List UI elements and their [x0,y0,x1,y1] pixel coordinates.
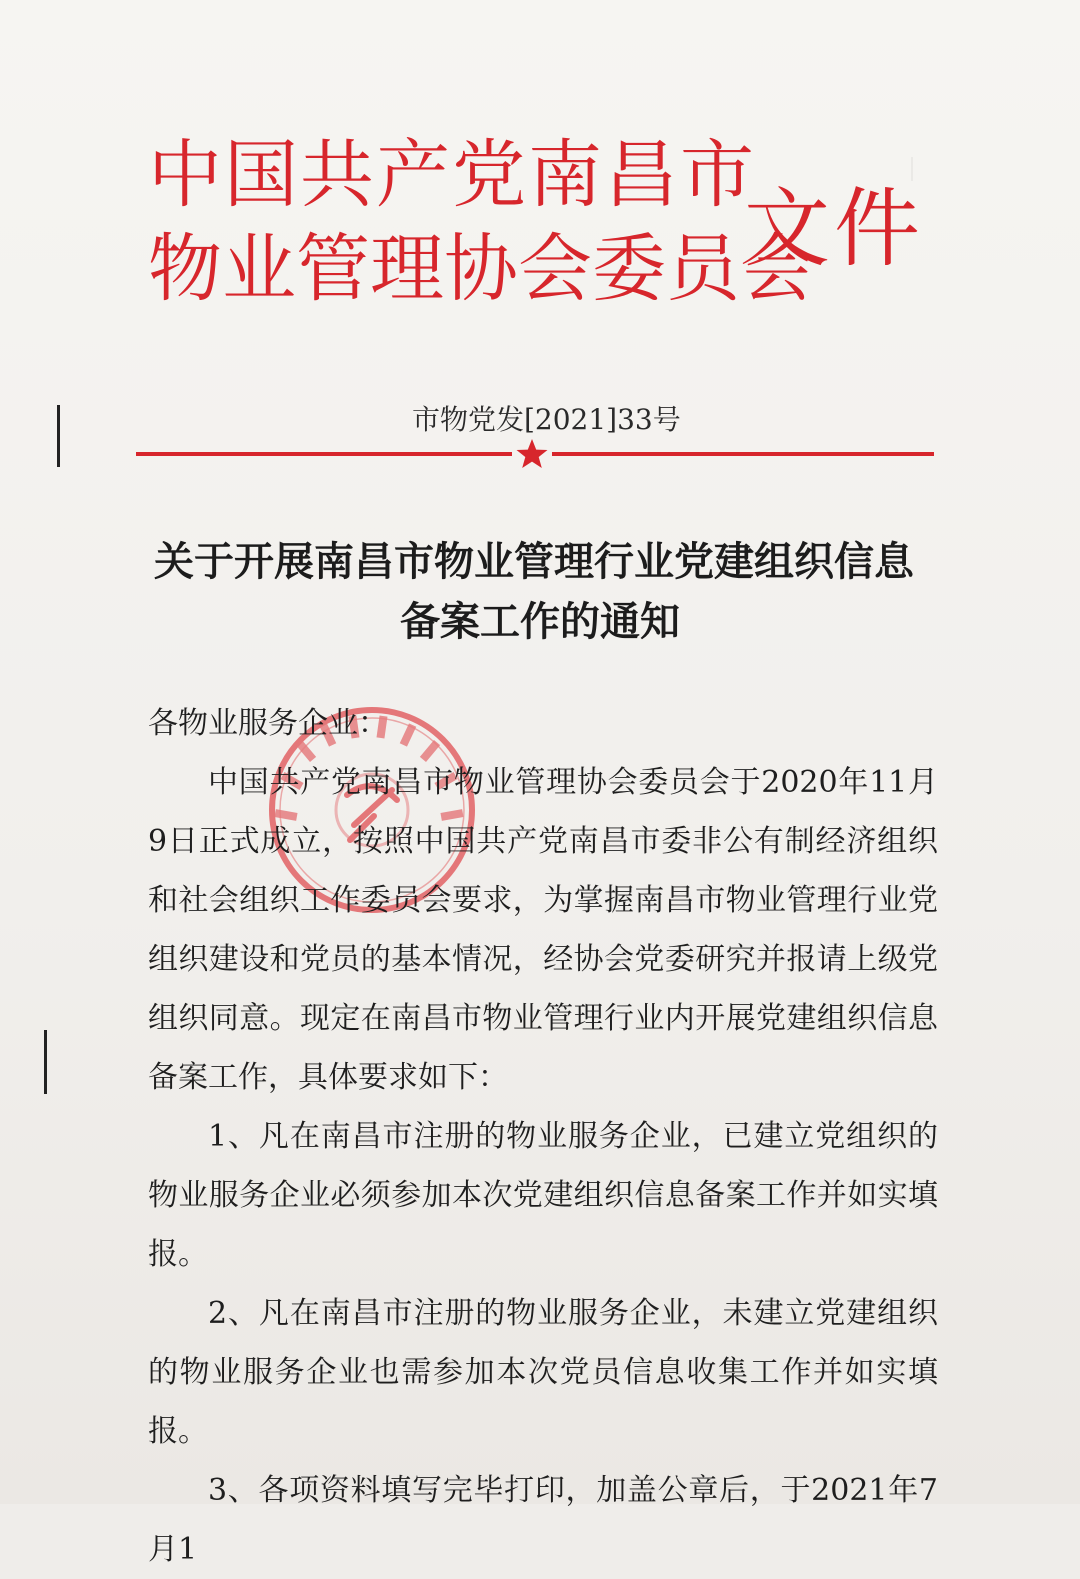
notice-body [148,694,938,1579]
binding-mark [57,405,66,467]
salutation: 各物业服务企业： [148,706,388,741]
paragraph-intro: 中国共产党南昌市物业管理协会委员会于2020年11月9日正式成立，按照中国共产党南昌市委非公有制经济组织和社会组织工作委员会要求，为掌握南昌市物业管理行业党组织建设和党员的基本情况，经协会党委研究并报请上级党组织同意。现定在南昌市物业管理行业内开展党建组织信息备案工作，具体要求如下： [148,765,938,1095]
issuer-name-line1: 中国共产党南昌市 [148,132,756,218]
paragraph-item-3: 3、各项资料填写完毕打印，加盖公章后，于2021年7月1 [148,1473,938,1567]
document-type-label: 文件 [744,179,924,279]
notice-title-line2: 备案工作的通知 [400,598,680,645]
red-divider-left [136,452,512,456]
binding-mark [44,1030,53,1094]
paragraph-item-1: 1、凡在南昌市注册的物业服务企业，已建立党组织的物业服务企业必须参加本次党建组织信息备案工作并如实填报。 [148,1119,938,1272]
document-number: 市物党发[2021]33号 [412,403,681,436]
issuer-name-line2: 物业管理协会委员会 [148,226,814,312]
red-star-icon [514,436,550,472]
red-divider-right [552,452,934,456]
bleed-through-text: ｜ [900,156,924,184]
notice-title-line1: 关于开展南昌市物业管理行业党建组织信息 [154,538,914,585]
paragraph-item-2: 2、凡在南昌市注册的物业服务企业，未建立党建组织的物业服务企业也需参加本次党员信息收集工作并如实填报。 [148,1296,938,1449]
